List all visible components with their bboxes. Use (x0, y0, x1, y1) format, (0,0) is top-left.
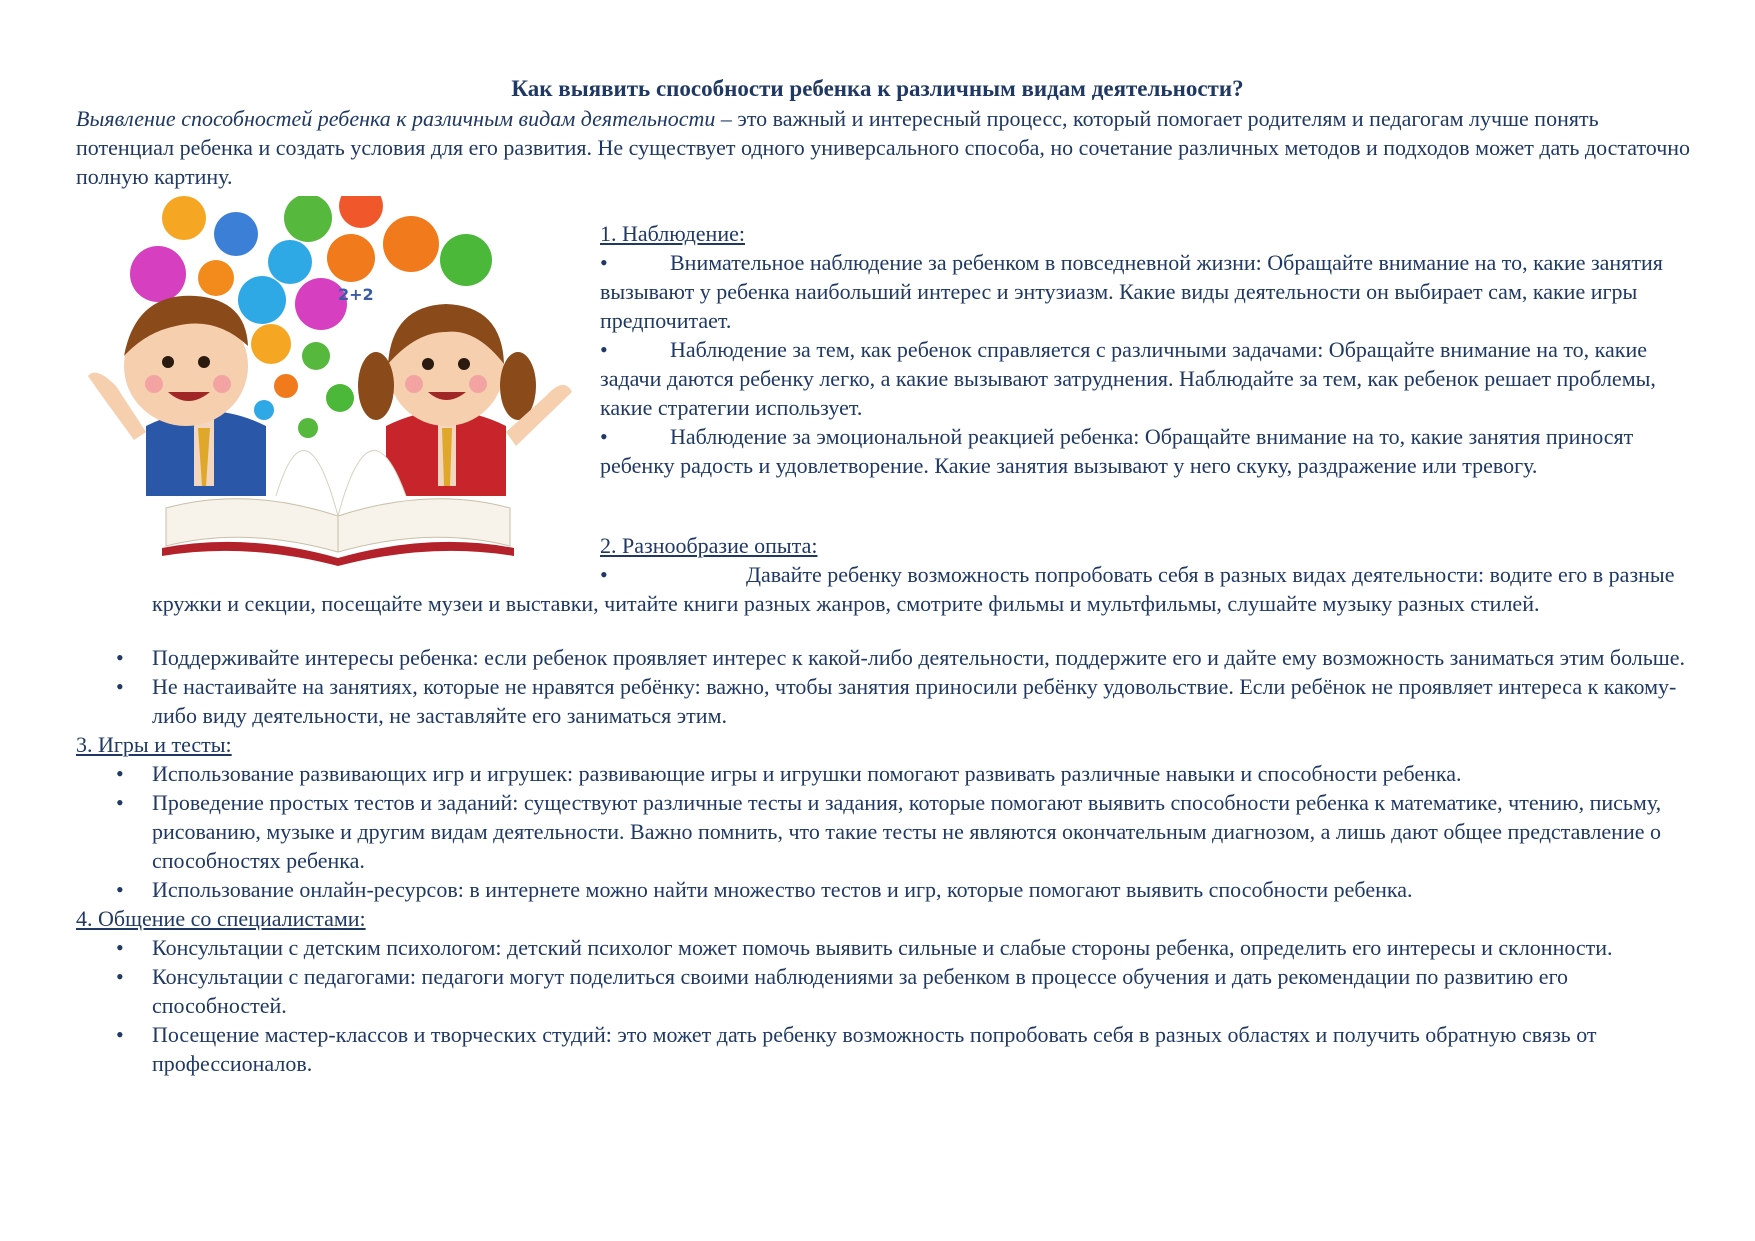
intro-text: – это важный и интересный процесс, который помогает родителям и педагогам лучше понять потенциал ребенка и создать условия для его развития. Не существует одного универсального способа, но сочетание различных методов и подходов может дать достаточно полную картину. (76, 106, 1691, 189)
section-heading-specialists: 4. Общение со специалистами: (76, 906, 366, 931)
specialists-list (76, 933, 1701, 1078)
section-experience-first-item (76, 560, 1701, 618)
list-item: • Проведение простых тестов и заданий: существуют различные тесты и задания, которые помогают выявить способности ребенка к математике, чтению, письму, рисованию, музыке и другим видам деятельности. Важно помнить, что такие тесты не являются окончательным диагнозом, а лишь дают общее представление о способностях ребенка. (76, 788, 1701, 875)
section-heading-observation: 1. Наблюдение: (600, 221, 745, 246)
lower-sections (76, 643, 1701, 1078)
boy-figure-icon (88, 296, 266, 496)
section-experience (76, 531, 1701, 560)
list-item: • Консультации с педагогами: педагоги могут поделиться своими наблюдениями за ребенком в процессе обучения и дать рекомендации по развитию его способностей. (76, 962, 1701, 1020)
list-item: • Наблюдение за эмоциональной реакцией ребенка: Обращайте внимание на то, какие занятия приносят ребенку радость и удовлетворение. Какие занятия вызывают у него скуку, раздражение или тревогу. (600, 424, 1634, 478)
list-item: • Использование онлайн-ресурсов: в интернете можно найти множество тестов и игр, которые помогают выявить способности ребенка. (76, 875, 1701, 904)
list-item: • Внимательное наблюдение за ребенком в повседневной жизни: Обращайте внимание на то, какие занятия вызывают у ребенка наибольший интерес и энтузиазм. Какие виды деятельности он выбирает сам, какие игры предпочитает. (600, 250, 1663, 333)
list-item: • Консультации с детским психологом: детский психолог может помочь выявить сильные и слабые стороны ребенка, определить его интересы и склонности. (76, 933, 1701, 962)
list-item: • Посещение мастер-классов и творческих студий: это может дать ребенку возможность попробовать себя в разных областях и получить обратную связь от профессионалов. (76, 1020, 1701, 1078)
math-symbols: 2+2 (338, 285, 374, 304)
intro-paragraph (76, 104, 1701, 191)
list-item: • Поддерживайте интересы ребенка: если ребенок проявляет интерес к какой-либо деятельности, поддержите его и дайте ему возможность заниматься этим больше. (76, 643, 1701, 672)
list-item: • Не настаивайте на занятиях, которые не нравятся ребёнку: важно, чтобы занятия приносили ребёнку удовольствие. Если ребёнок не проявляет интереса к какому-либо виду деятельности, не заставляйте его заниматься этим. (76, 672, 1701, 730)
section-heading-games-tests: 3. Игры и тесты: (76, 732, 232, 757)
list-item: • Использование развивающих игр и игрушек: развивающие игры и игрушки помогают развивать различные навыки и способности ребенка. (76, 759, 1701, 788)
section-observation (600, 219, 1700, 480)
intro-italic-phrase: Выявление способностей ребенка к различным видам деятельности (76, 106, 716, 131)
children-book-illustration (76, 196, 596, 568)
games-tests-list (76, 759, 1701, 904)
experience-list (76, 643, 1701, 730)
page-title: Как выявить способности ребенка к различным видам деятельности? (511, 76, 1244, 101)
list-item: • Давайте ребенку возможность попробовать себя в разных видах деятельности: водите его в разные кружки и секции, посещайте музеи и выставки, читайте книги разных жанров, смотрите фильмы и мультфильмы, слушайте музыку разных стилей. (152, 562, 1675, 616)
section-heading-experience: 2. Разнообразие опыта: (600, 533, 818, 558)
list-item: • Наблюдение за тем, как ребенок справляется с различными задачами: Обращайте внимание на то, какие задачи даются ребенку легко, а какие вызывают затруднения. Наблюдайте за тем, как ребенок решает проблемы, какие стратегии использует. (600, 337, 1656, 420)
